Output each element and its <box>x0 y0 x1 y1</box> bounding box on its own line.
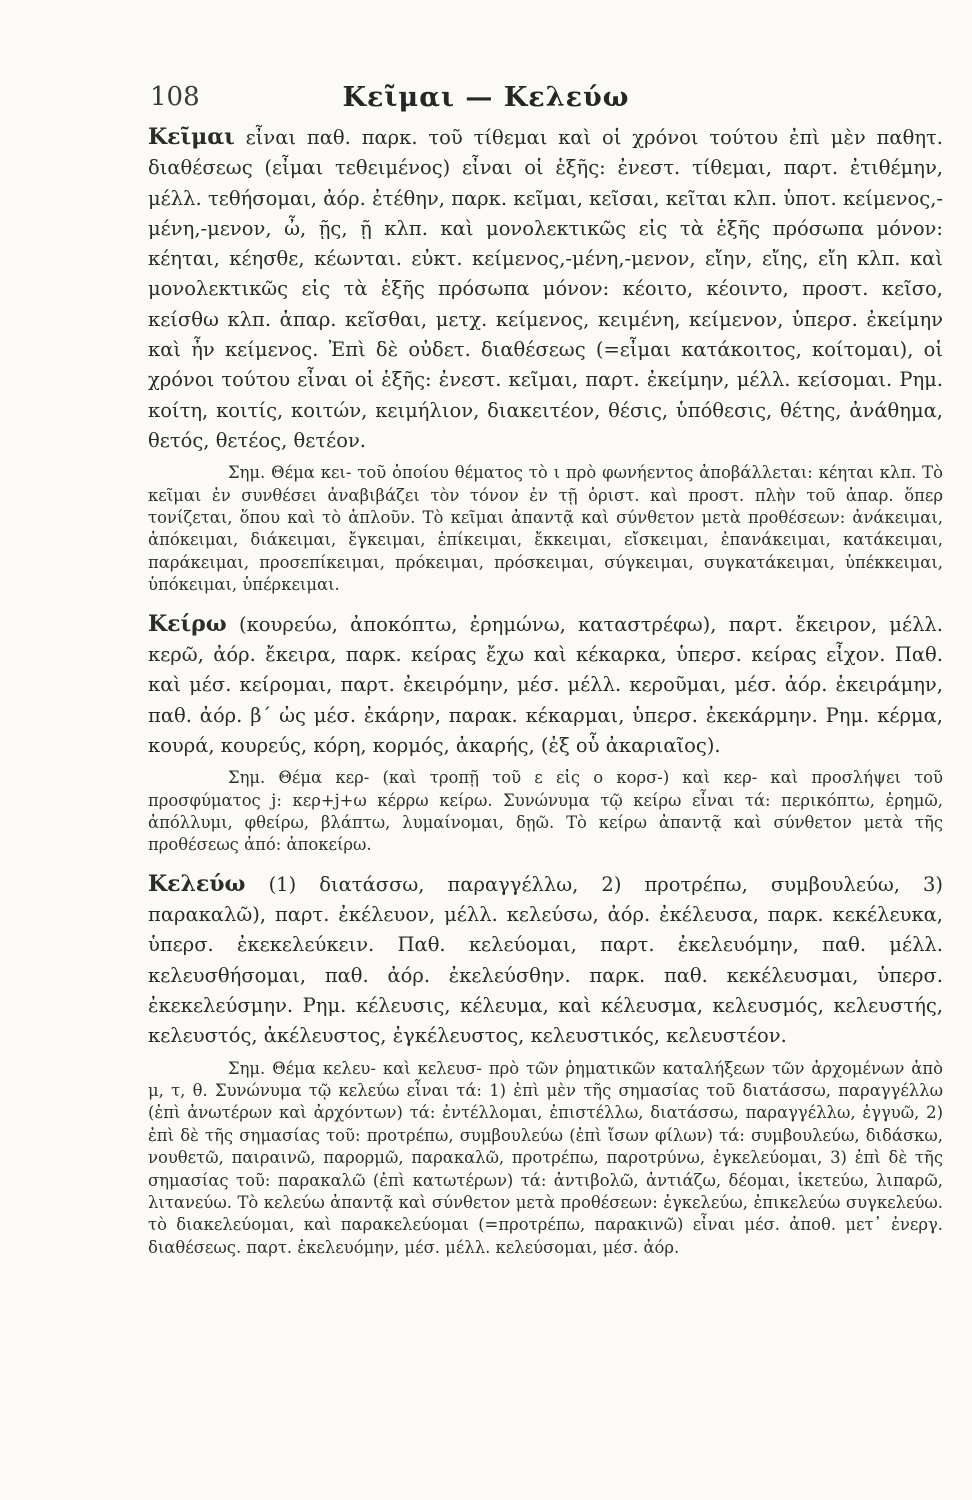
page-header <box>0 82 972 122</box>
entry-text: (1) διατάσσω, παραγγέλλω, 2) προτρέπω, συμβουλεύω, 3) παρακαλῶ), παρτ. ἐκέλευον, μέλλ. κελεύσω, ἀόρ. ἐκέλευσα, παρκ. κεκέλευκα, ὑπερσ. ἐκεκελεύκειν. Παθ. κελεύομαι, παρτ. ἐκελευόμην, παθ. μέλλ. κελευσθήσομαι, παθ. ἀόρ. ἐκελεύσθην. παρκ. παθ. κεκέλευσμαι, ὑπερσ. ἐκεκελεύσμην. Ρημ. κέλευσις, κέλευμα, καὶ κέλευσμα, κελευσμός, κελευστής, κελευστός, ἀκέλευστος, ἐγκέλευστος, κελευστικός, κελευστέον. <box>148 872 944 1048</box>
entry-note: Σημ. Θέμα κει- τοῦ ὁποίου θέματος τὸ ι πρὸ φωνήεντος ἀποβάλλεται: κέηται κλπ. Τὸ κεῖμαι ἐν συνθέσει ἀναβιβάζει τὸν τόνον ἐν τῇ ὁριστ. καὶ προστ. πλὴν τοῦ ἀπαρ. ὅπερ τονίζεται, ὅπου καὶ τὸ ἁπλοῦν. Τὸ κεῖμαι ἀπαντᾷ καὶ σύνθετον μετὰ προθέσεων: ἀνάκειμαι, ἀπόκειμαι, διάκειμαι, ἔγκειμαι, ἐπίκειμαι, ἔκκειμαι, εἴσκειμαι, ἐπανάκειμαι, κατάκειμαι, παράκειμαι, προσεπίκειμαι, πρόκειμαι, πρόσκειμαι, σύγκειμαι, συγκατάκειμαι, ὑπέκκειμαι, ὑπόκειμαι, ὑπέρκειμαι. <box>148 463 943 595</box>
entry-divider <box>148 857 943 869</box>
entry-note: Σημ. Θέμα κελευ- καὶ κελευσ- πρὸ τῶν ῥηματικῶν καταλήξεων τῶν ἀρχομένων ἀπὸ μ, τ, θ. Συνώνυμα τῷ κελεύω εἶναι τά: 1) ἐπὶ μὲν τῆς σημασίας τοῦ διατάσσω, παραγγέλλω (ἐπὶ ἀνωτέρων καὶ ἀρχόντων) τά: ἐντέλλομαι, ἐπιστέλλω, διατάσσω, παραγγέλλω, ἐγγυῶ, 2) ἐπὶ δὲ τῆς σημασίας τοῦ: προτρέπω, συμβουλεύω (ἐπὶ ἴσων φίλων) τά: συμβουλεύω, διδάσκω, νουθετῶ, παιραινῶ, παρορμῶ, παρακαλῶ, προτρέπω, παροτρύνω, ἐγκελεύομαι, 3) ἐπὶ δὲ τῆς σημασίας τοῦ: παρακαλῶ (ἐπὶ κατωτέρων) τά: ἀντιβολῶ, ἀντιάζω, δέομαι, ἱκετεύω, λιπαρῶ, λιτανεύω. Τὸ κελεύω ἀπαντᾷ καὶ σύνθετον μετὰ προθέσεων: ἐγκελεύω, ἐπικελεύω συγκελεύω. τὸ διακελεύομαι, καὶ παρακελεύομαι (=προτρέπω, παρακινῶ) εἶναι μέσ. ἀποθ. μετ᾽ ἐνεργ. διαθέσεως. παρτ. ἐκελευόμην, μέσ. μέλλ. κελεύσομαι, μέσ. ἀόρ. <box>148 1058 943 1257</box>
dictionary-body <box>148 122 943 1259</box>
entry-keimai <box>148 122 943 456</box>
entry-keiro <box>148 609 943 761</box>
page-number: 108 <box>150 82 200 112</box>
entry-headword: Κελεύω <box>148 870 246 897</box>
entry-text: (κουρεύω, ἀποκόπτω, ἐρημώνω, καταστρέφω), παρτ. ἔκειρον, μέλλ. κερῶ, ἀόρ. ἔκειρα, παρκ. κείρας ἔχω καὶ κέκαρκα, ὑπερσ. κείρας εἶχον. Παθ. καὶ μέσ. κείρομαι, παρτ. ἐκειρόμην, μέσ. μέλλ. κεροῦμαι, μέσ. ἀόρ. ἐκειράμην, παθ. ἀόρ. β΄ ὡς μέσ. ἐκάρην, παρακ. κέκαρμαι, ὑπερσ. ἐκεκάρμην. Ρημ. κέρμα, κουρά, κουρεύς, κόρη, κορμός, ἀκαρής, (ἐξ οὗ ἀκαριαῖος). <box>148 612 943 757</box>
entry-text: εἶναι παθ. παρκ. τοῦ τίθεμαι καὶ οἱ χρόνοι τούτου ἐπὶ μὲν παθητ. διαθέσεως (εἶμαι τεθειμένος) εἶναι οἱ ἑξῆς: ἐνεστ. τίθεμαι, παρτ. ἐτιθέμην, μέλλ. τεθήσομαι, ἀόρ. ἐτέθην, παρκ. κεῖμαι, κεῖσαι, κεῖται κλπ. ὑποτ. κείμενος,-μένη,-μενον, ὦ, ῇς, ῇ κλπ. καὶ μονολεκτικῶς εἰς τὰ ἑξῆς πρόσωπα μόνον: κέηται, κέησθε, κέωνται. εὐκτ. κείμενος,-μένη,-μενον, εἴην, εἴης, εἴη κλπ. καὶ μονολεκτικῶς εἰς τὰ ἑξῆς πρόσωπα μόνον: κέοιτο, κέοιντο, προστ. κεῖσο, κείσθω κλπ. ἀπαρ. κεῖσθαι, μετχ. κείμενος, κειμένη, κείμενον, ὑπερσ. ἐκείμην καὶ ἦν κείμενος. Ἐπὶ δὲ οὐδετ. διαθέσεως (=εἶμαι κατάκοιτος, κοίτομαι), οἱ χρόνοι τούτου εἶναι οἱ ἑξῆς: ἐνεστ. κεῖμαι, παρτ. ἐκείμην, μέλλ. κείσομαι. Ρημ. κοίτη, κοιτίς, κοιτών, κειμήλιον, διακειτέον, θέσις, ὑπόθεσις, θέτης, ἀνάθημα, θετός, θετέος, θετέον. <box>148 126 943 452</box>
entry-headword: Κεῖμαι <box>148 124 235 150</box>
running-title: Κεῖμαι — Κελεύω <box>342 82 630 113</box>
entry-keleuo <box>148 869 943 1052</box>
entry-headword: Κείρω <box>148 610 227 637</box>
entry-note: Σημ. Θέμα κερ- (καὶ τροπῇ τοῦ ε εἰς ο κορσ-) καὶ κερ- καὶ προσλήψει τοῦ προσφύματος j: κερ+j+ω κέρρω κείρω. Συνώνυμα τῷ κείρω εἶναι τά: περικόπτω, ἐρημῶ, ἀπόλλυμι, φθείρω, βλάπτω, λυμαίνομαι, δῃῶ. Τὸ κείρω ἀπαντᾷ καὶ σύνθετον μετὰ τῆς προθέσεως ἀπό: ἀποκείρω. <box>148 768 943 855</box>
entry-divider <box>148 597 943 609</box>
